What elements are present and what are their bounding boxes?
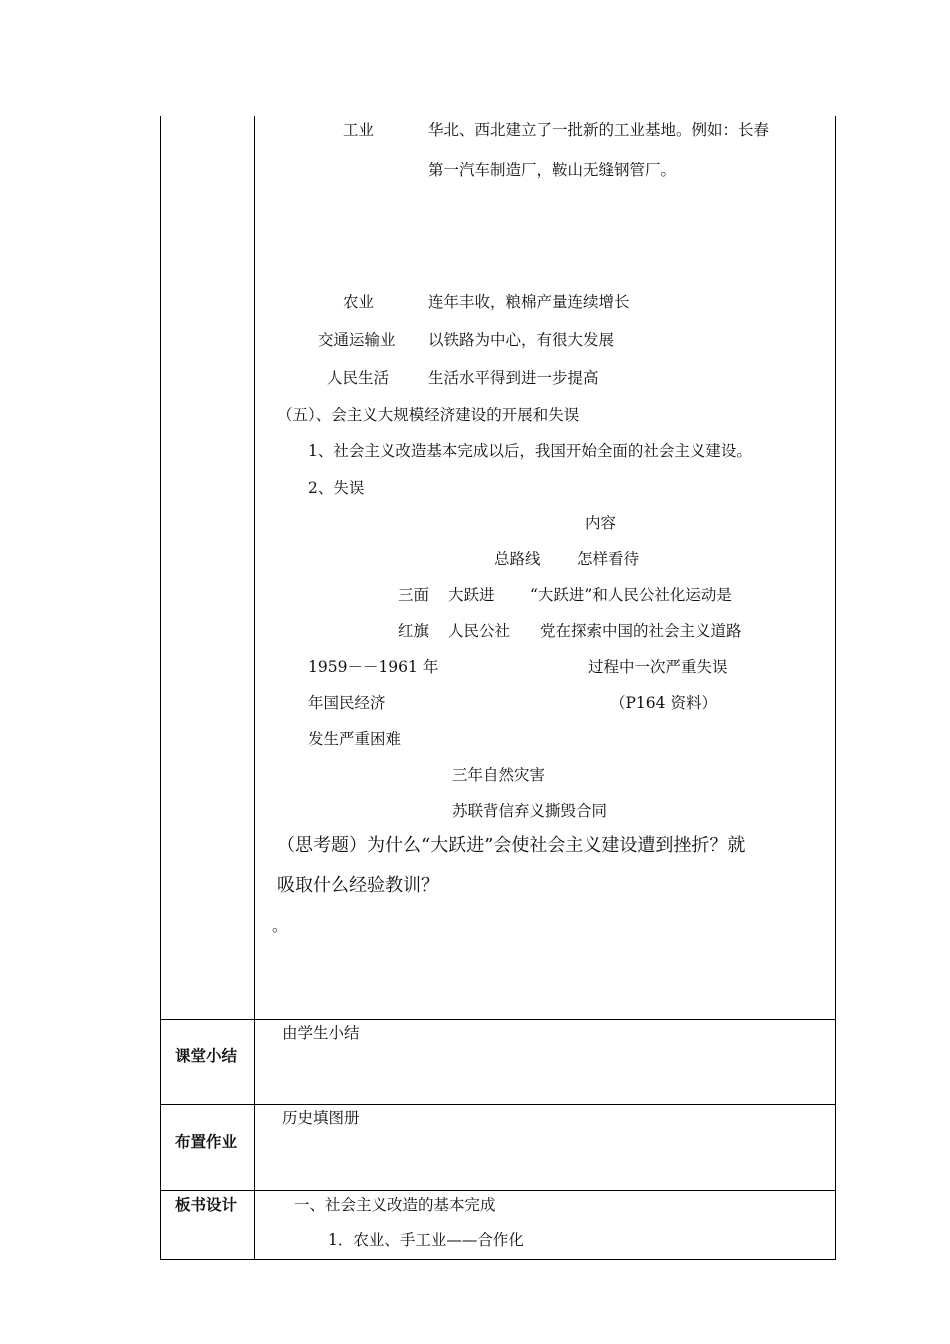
industry-text-line2: 第一汽车制造厂，鞍山无缝钢管厂。 [428, 161, 677, 179]
table-bottom-border [160, 1259, 836, 1260]
row-divider-homework [160, 1104, 836, 1105]
diagram-hongqi: 红旗 [398, 622, 430, 640]
question-line1: （思考题）为什么“大跃进”会使社会主义建设遭到挫折？就 [277, 835, 746, 856]
board-label: 板书设计 [175, 1196, 238, 1214]
transport-text: 以铁路为中心，有很大发展 [428, 331, 615, 349]
diagram-kunnan: 发生严重困难 [308, 730, 402, 748]
table-left-border [160, 116, 161, 1260]
summary-text: 由学生小结 [282, 1024, 360, 1042]
section-5-heading: （五）、会主义大规模经济建设的开展和失误 [277, 406, 580, 424]
diagram-quote1: “大跃进”和人民公社化运动是 [530, 586, 732, 604]
board-line1: 一、社会主义改造的基本完成 [294, 1196, 496, 1214]
diagram-nianguomin: 年国民经济 [308, 694, 386, 712]
homework-text: 历史填图册 [282, 1109, 360, 1127]
diagram-dayuejin: 大跃进 [448, 586, 495, 604]
industry-label: 工业 [343, 121, 375, 139]
summary-label: 课堂小结 [175, 1047, 238, 1065]
row-divider-board [160, 1190, 836, 1191]
diagram-quote2: 党在探索中国的社会主义道路 [540, 622, 742, 640]
life-text: 生活水平得到进一步提高 [428, 369, 599, 387]
industry-text-line1: 华北、西北建立了一批新的工业基地。例如：长春 [428, 121, 770, 139]
row-divider-summary [160, 1019, 836, 1020]
trailing-dot: 。 [272, 917, 288, 935]
diagram-ref: （P164 资料） [610, 694, 717, 712]
table-column-divider [254, 116, 255, 1260]
diagram-zongluxian: 总路线 [494, 550, 541, 568]
homework-label: 布置作业 [175, 1133, 238, 1151]
diagram-zaihai: 三年自然灾害 [452, 766, 546, 784]
diagram-sanmian: 三面 [398, 586, 430, 604]
diagram-sulian: 苏联背信弃义撕毁合同 [452, 802, 608, 820]
diagram-zenyang: 怎样看待 [577, 550, 640, 568]
item-1: 1、社会主义改造基本完成以后，我国开始全面的社会主义建设。 [308, 442, 752, 460]
diagram-years: 1959－－1961 年 [308, 658, 439, 676]
board-line2: 1．农业、手工业——合作化 [328, 1231, 524, 1249]
agriculture-text: 连年丰收，粮棉产量连续增长 [428, 293, 630, 311]
agriculture-label: 农业 [343, 293, 375, 311]
question-line2: 吸取什么经验教训？ [277, 875, 439, 896]
table-right-border [835, 116, 836, 1260]
diagram-neirong: 内容 [585, 514, 617, 532]
diagram-quote3: 过程中一次严重失误 [588, 658, 728, 676]
item-2: 2、失误 [308, 479, 365, 497]
diagram-renmingongshe: 人民公社 [448, 622, 511, 640]
transport-label: 交通运输业 [318, 331, 396, 349]
life-label: 人民生活 [327, 369, 390, 387]
